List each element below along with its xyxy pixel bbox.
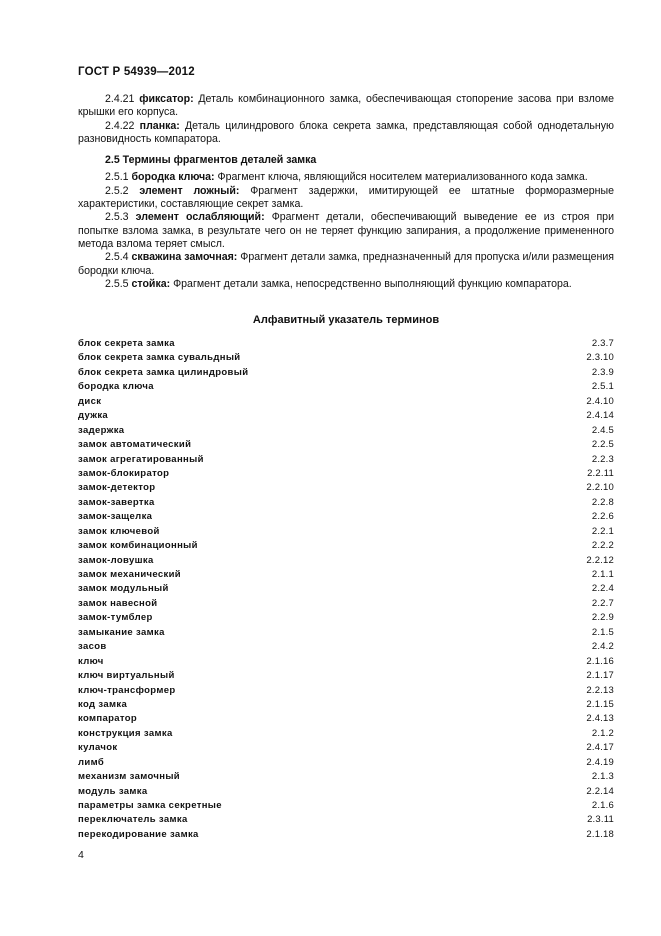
index-term: ключ-трансформер	[78, 684, 176, 696]
term-paragraph	[78, 93, 614, 120]
term-number: 2.5.5	[105, 277, 129, 290]
index-row	[78, 496, 614, 510]
index-term: задержка	[78, 424, 125, 436]
index-row	[78, 785, 614, 799]
document-header: ГОСТ Р 54939—2012	[78, 66, 195, 78]
index-row	[78, 380, 614, 394]
index-code: 2.2.13	[586, 684, 614, 696]
index-row	[78, 510, 614, 524]
term-paragraph	[78, 278, 614, 291]
term-number: 2.4.21	[105, 93, 135, 105]
index-code: 2.1.3	[591, 771, 614, 783]
index-code: 2.4.17	[586, 742, 614, 754]
index-code: 2.2.6	[591, 511, 614, 523]
term-name: элемент ослабляющий:	[135, 211, 265, 224]
index-code: 2.2.1	[591, 525, 614, 537]
index-code: 2.2.7	[591, 597, 614, 609]
term-paragraph	[78, 171, 614, 184]
index-term: замок навесной	[78, 597, 158, 609]
term-name: элемент ложный:	[139, 184, 240, 197]
term-definition: Фрагмент задержки, имитирующей ее штатные форморазмерные характеристики, составляющие секрет замка.	[78, 184, 614, 211]
index-term: замок комбинационный	[78, 540, 198, 552]
index-code: 2.3.7	[591, 338, 614, 349]
index-row	[78, 453, 614, 467]
index-term: перекодирование замка	[78, 828, 199, 840]
index-row	[78, 669, 614, 683]
term-paragraph	[78, 211, 614, 251]
index-term: компаратор	[78, 713, 138, 725]
index-row	[78, 409, 614, 423]
index-term: замок агрегатированный	[78, 453, 204, 465]
index-term: замок механический	[78, 569, 182, 580]
index-term: блок секрета замка цилиндровый	[78, 366, 249, 378]
term-name: скважина замочная:	[131, 251, 238, 264]
index-term: ключ	[78, 655, 104, 667]
index-code: 2.2.4	[591, 583, 614, 595]
index-term: переключатель замка	[78, 814, 188, 826]
alphabetical-index	[78, 337, 614, 842]
index-code: 2.2.5	[591, 439, 614, 451]
index-row	[78, 424, 614, 438]
term-name: стойка:	[131, 277, 171, 290]
index-term: механизм замочный	[78, 771, 180, 783]
index-row	[78, 813, 614, 827]
index-row	[78, 684, 614, 698]
term-name: планка:	[139, 119, 180, 132]
index-code: 2.4.19	[586, 756, 614, 768]
index-row	[78, 655, 614, 669]
index-row	[78, 438, 614, 452]
index-term: бородка ключа	[78, 381, 154, 393]
index-term: блок секрета замка сувальдный	[78, 352, 241, 364]
index-row	[78, 727, 614, 741]
term-definition: Фрагмент детали замка, предназначенный для пропуска и/или размещения бородки ключа.	[78, 251, 614, 277]
term-number: 2.4.22	[105, 119, 135, 132]
index-code: 2.3.9	[591, 366, 614, 378]
index-row	[78, 337, 614, 351]
index-code: 2.4.10	[586, 395, 614, 407]
term-paragraph	[78, 120, 614, 147]
term-definition: Деталь цилиндрового блока секрета замка, представляющая собой однодетальную разновидность компаратора.	[78, 119, 614, 145]
index-row	[78, 712, 614, 726]
term-name: бородка ключа:	[131, 171, 215, 184]
index-row	[78, 351, 614, 365]
index-code: 2.1.5	[591, 626, 614, 638]
index-row	[78, 597, 614, 611]
term-number: 2.5.1	[105, 171, 129, 184]
index-code: 2.2.9	[591, 612, 614, 624]
index-row	[78, 626, 614, 640]
index-row	[78, 467, 614, 481]
index-term: лимб	[78, 756, 105, 768]
index-term: ключ виртуальный	[78, 670, 175, 682]
index-code: 2.1.18	[586, 828, 614, 840]
index-code: 2.1.1	[591, 569, 614, 580]
index-term: код замка	[78, 698, 128, 710]
index-row	[78, 366, 614, 380]
index-title: Алфавитный указатель терминов	[252, 314, 440, 326]
index-term: блок секрета замка	[78, 338, 175, 349]
index-code: 2.2.8	[591, 496, 614, 508]
index-row	[78, 756, 614, 770]
index-term: замыкание замка	[78, 626, 165, 638]
index-code: 2.1.6	[591, 800, 614, 811]
body-text	[78, 93, 614, 291]
index-code: 2.4.14	[586, 410, 614, 422]
index-term: замок модульный	[78, 583, 169, 595]
term-paragraph	[78, 185, 614, 212]
term-definition: Деталь комбинационного замка, обеспечивающая стопорение засова при взломе крышки его корпуса.	[78, 93, 614, 119]
index-row	[78, 640, 614, 654]
index-term: конструкция замка	[78, 727, 173, 739]
term-number: 2.5.2	[105, 184, 129, 197]
index-row	[78, 481, 614, 495]
index-term: замок-ловушка	[78, 554, 154, 566]
index-term: диск	[78, 395, 102, 407]
index-term: параметры замка секретные	[78, 800, 222, 811]
index-row	[78, 799, 614, 813]
section-paragraphs	[78, 171, 614, 291]
index-code: 2.1.16	[586, 655, 614, 667]
index-term: дужка	[78, 410, 109, 422]
index-code: 2.3.10	[586, 352, 614, 364]
index-row	[78, 568, 614, 582]
index-code: 2.1.17	[586, 670, 614, 682]
index-code: 2.2.14	[586, 785, 614, 797]
index-term: замок-детектор	[78, 482, 156, 494]
index-code: 2.4.5	[591, 424, 614, 436]
index-row	[78, 741, 614, 755]
term-number: 2.5.3	[105, 211, 129, 224]
index-row	[78, 525, 614, 539]
index-term: замок автоматический	[78, 439, 192, 451]
index-term: засов	[78, 641, 107, 653]
index-code: 2.2.12	[586, 554, 614, 566]
index-term: модуль замка	[78, 785, 148, 797]
section-title: 2.5 Термины фрагментов деталей замка	[105, 154, 317, 167]
index-term: замок-блокиратор	[78, 467, 170, 479]
index-row	[78, 582, 614, 596]
index-row	[78, 828, 614, 842]
index-term: замок-тумблер	[78, 612, 153, 624]
index-row	[78, 539, 614, 553]
index-code: 2.4.13	[586, 713, 614, 725]
page-number: 4	[78, 849, 84, 861]
top-paragraphs	[78, 93, 614, 146]
index-term: замок-защелка	[78, 511, 153, 523]
index-row	[78, 698, 614, 712]
index-row	[78, 395, 614, 409]
index-code: 2.2.2	[591, 540, 614, 552]
index-code: 2.1.15	[586, 698, 614, 710]
index-row	[78, 611, 614, 625]
index-code: 2.5.1	[591, 381, 614, 393]
term-paragraph	[78, 251, 614, 278]
term-name: фиксатор:	[139, 93, 194, 105]
term-definition: Фрагмент ключа, являющийся носителем материализованного кода замка.	[214, 171, 588, 184]
index-code: 2.2.3	[591, 453, 614, 465]
index-code: 2.2.11	[587, 467, 614, 479]
index-row	[78, 770, 614, 784]
index-code: 2.4.2	[591, 641, 614, 653]
index-row	[78, 554, 614, 568]
index-code: 2.3.11	[587, 814, 614, 826]
term-number: 2.5.4	[105, 251, 129, 264]
term-definition: Фрагмент детали, обеспечивающий выведение ее из строя при попытке взлома замка, в результате чего он не теряет функцию запирания, а продолжение примененного метода взлома теряет смысл.	[78, 211, 614, 250]
index-code: 2.1.2	[591, 727, 614, 739]
index-term: замок ключевой	[78, 525, 160, 537]
index-code: 2.2.10	[586, 482, 614, 494]
index-term: замок-завертка	[78, 496, 155, 508]
term-definition: Фрагмент детали замка, непосредственно выполняющий функцию компаратора.	[170, 277, 572, 290]
index-term: кулачок	[78, 742, 118, 754]
